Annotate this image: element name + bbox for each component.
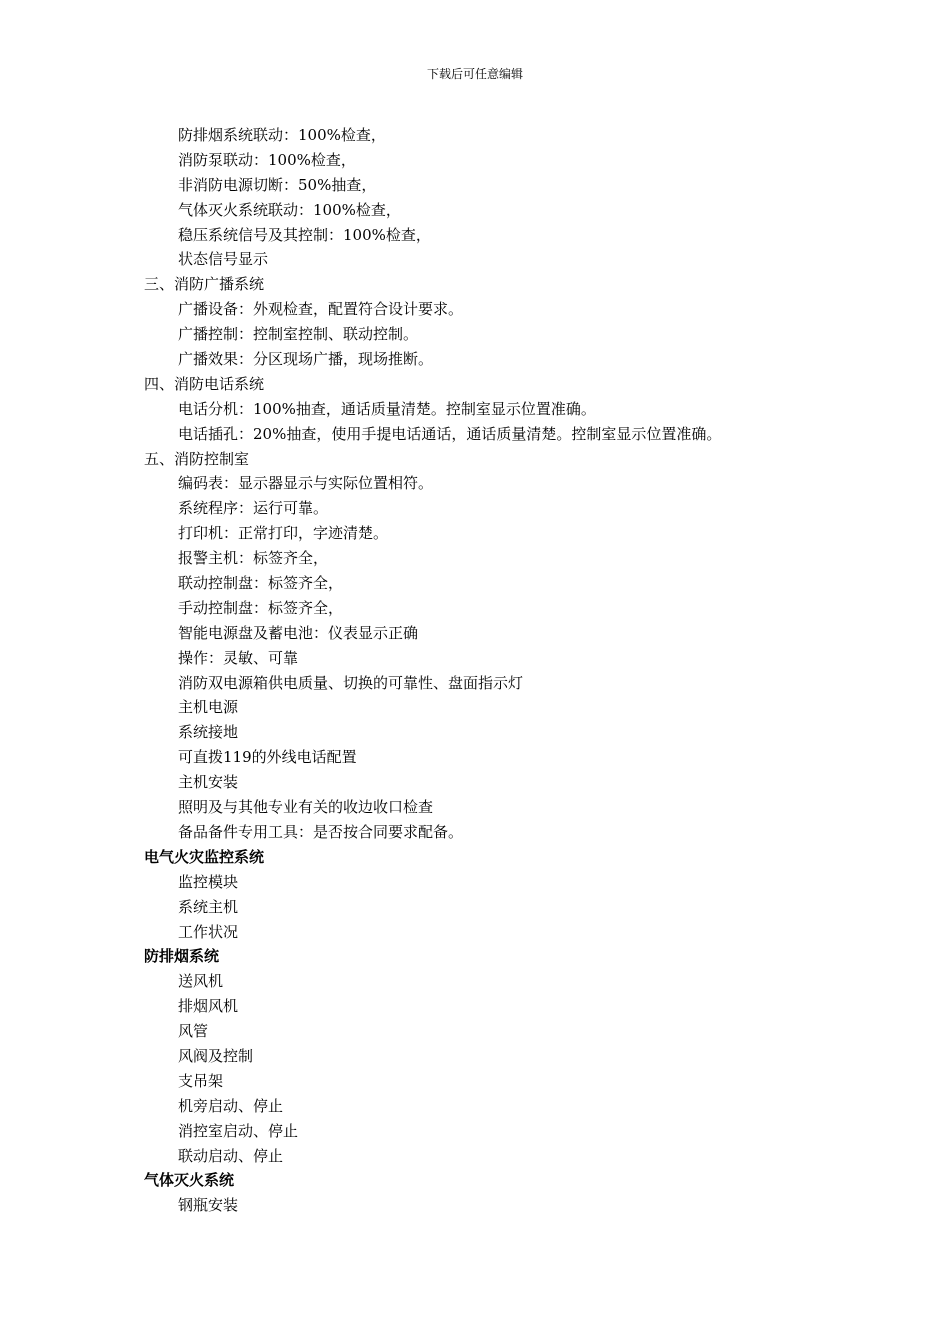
body-line: 联动启动、停止: [178, 1146, 284, 1165]
body-line: 打印机：正常打印，字迹清楚。: [178, 524, 389, 543]
body-line: 广播控制：控制室控制、联动控制。: [178, 325, 419, 344]
body-line: 工作状况: [178, 922, 239, 941]
body-line: 系统程序：运行可靠。: [178, 499, 329, 518]
page-header: 下载后可任意编辑: [426, 67, 523, 81]
section-heading: 五、消防控制室: [144, 449, 250, 468]
body-line: 送风机: [178, 972, 224, 991]
body-line: 消防泵联动：100%检查，: [178, 150, 356, 169]
body-line: 钢瓶安装: [178, 1196, 239, 1215]
body-line: 系统主机: [178, 897, 239, 916]
body-line: 监控模块: [178, 872, 239, 891]
body-line: 编码表：显示器显示与实际位置相符。: [178, 474, 434, 493]
body-line: 操作：灵敏、可靠: [178, 648, 299, 667]
bold-heading: 电气火灾监控系统: [144, 847, 265, 866]
body-line: 非消防电源切断：50%抽查，: [178, 175, 377, 194]
body-line: 主机电源: [178, 698, 239, 717]
body-line: 风管: [178, 1022, 209, 1041]
section-heading: 四、消防电话系统: [144, 374, 265, 393]
body-line: 气体灭火系统联动：100%检查，: [178, 200, 401, 219]
body-line: 电话插孔：20%抽查，使用手提电话通话，通话质量清楚。控制室显示位置准确。: [178, 424, 722, 443]
body-line: 联动控制盘：标签齐全，: [178, 574, 344, 593]
body-line: 备品备件专用工具：是否按合同要求配备。: [178, 822, 464, 841]
bold-heading: 气体灭火系统: [144, 1171, 235, 1190]
document-body: [144, 123, 844, 1218]
section-heading: 三、消防广播系统: [144, 275, 265, 294]
body-line: 可直拨119的外线电话配置: [178, 748, 357, 767]
body-line: 消控室启动、停止: [178, 1121, 299, 1140]
body-line: 消防双电源箱供电质量、切换的可靠性、盘面指示灯: [178, 673, 524, 692]
body-line: 报警主机：标签齐全，: [178, 549, 329, 568]
body-line: 排烟风机: [178, 997, 239, 1016]
body-line: 主机安装: [178, 773, 239, 792]
body-line: 照明及与其他专业有关的收边收口检查: [178, 798, 434, 817]
body-line: 系统接地: [178, 723, 239, 742]
body-line: 风阀及控制: [178, 1046, 254, 1065]
body-line: 电话分机：100%抽查，通话质量清楚。控制室显示位置准确。: [178, 399, 596, 418]
body-line: 广播效果：分区现场广播，现场推断。: [178, 350, 434, 369]
body-line: 智能电源盘及蓄电池：仪表显示正确: [178, 623, 419, 642]
body-line: 防排烟系统联动：100%检查，: [178, 126, 386, 144]
bold-heading: 防排烟系统: [144, 947, 220, 966]
body-line: 机旁启动、停止: [178, 1096, 284, 1115]
body-line: 广播设备：外观检查，配置符合设计要求。: [178, 300, 464, 319]
body-line: 支吊架: [178, 1071, 224, 1090]
body-line: 状态信号显示: [178, 250, 269, 269]
body-line: 手动控制盘：标签齐全，: [178, 598, 344, 617]
body-line: 稳压系统信号及其控制：100%检查，: [178, 225, 431, 244]
